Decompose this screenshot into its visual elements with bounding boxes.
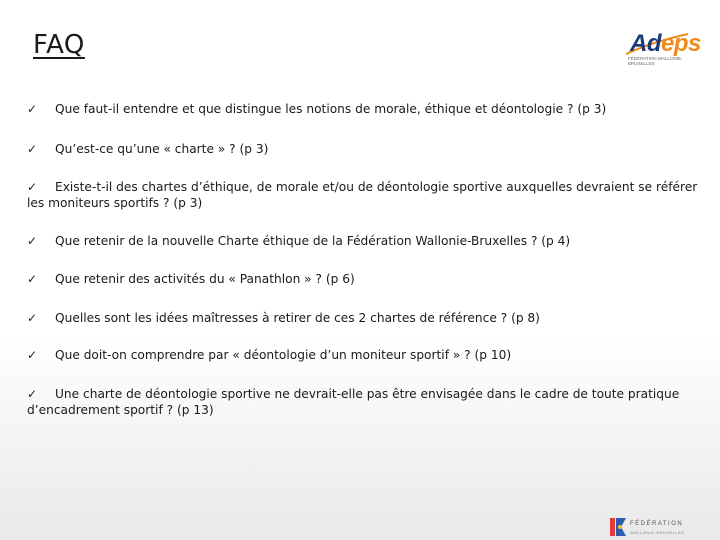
- check-icon: ✓: [27, 348, 38, 362]
- federation-name: FÉDÉRATION: [630, 521, 684, 527]
- faq-item-3: [27, 179, 712, 211]
- faq-item-text: Que doit-on comprendre par « déontologie d’un moniteur sportif » ? (p 10): [55, 348, 512, 362]
- check-icon: ✓: [27, 311, 38, 325]
- check-icon: ✓: [27, 180, 38, 194]
- check-icon: ✓: [27, 142, 38, 156]
- faq-item-text: Que faut-il entendre et que distingue les notions de morale, éthique et déontologie ? (p 3): [55, 102, 607, 116]
- faq-item-1: [27, 101, 712, 117]
- slide-title: FAQ: [33, 30, 85, 60]
- faq-item-6: [27, 310, 712, 326]
- faq-item-8: [27, 386, 712, 418]
- faq-item-2: [27, 141, 712, 157]
- faq-item-5: [27, 271, 712, 287]
- check-icon: ✓: [27, 387, 38, 401]
- federation-subtitle: WALLONIE-BRUXELLES: [630, 530, 685, 535]
- adeps-subtitle: FÉDÉRATION WALLONIE-BRUXELLES: [628, 56, 683, 66]
- faq-item-text: Qu’est-ce qu’une « charte » ? (p 3): [55, 142, 269, 156]
- check-icon: ✓: [27, 234, 38, 248]
- adeps-logo: [622, 28, 701, 70]
- check-icon: ✓: [27, 272, 38, 286]
- faq-item-4: [27, 233, 712, 249]
- faq-item-text: Que retenir de la nouvelle Charte éthique de la Fédération Wallonie-Bruxelles ? (p 4): [55, 234, 571, 248]
- check-icon: ✓: [27, 102, 38, 116]
- faq-item-text: Que retenir des activités du « Panathlon » ? (p 6): [55, 272, 355, 286]
- faq-item-text: Quelles sont les idées maîtresses à retirer de ces 2 chartes de référence ? (p 8): [55, 311, 540, 325]
- faq-item-7: [27, 347, 712, 363]
- adeps-wordmark-part1: Ad: [630, 30, 661, 57]
- faq-item-text: Une charte de déontologie sportive ne devrait-elle pas être envisagée dans le cadre de toute pratique d’encadrement sportif ? (p 13): [27, 387, 680, 417]
- federation-logo: [608, 515, 716, 539]
- federation-emblem-icon: [608, 515, 628, 539]
- adeps-wordmark-part2: eps: [661, 30, 701, 57]
- faq-item-text: Existe-t-il des chartes d’éthique, de morale et/ou de déontologie sportive auxquelles devraient se référer les moniteurs sportifs ? (p 3): [27, 180, 698, 210]
- adeps-wordmark: [630, 30, 701, 58]
